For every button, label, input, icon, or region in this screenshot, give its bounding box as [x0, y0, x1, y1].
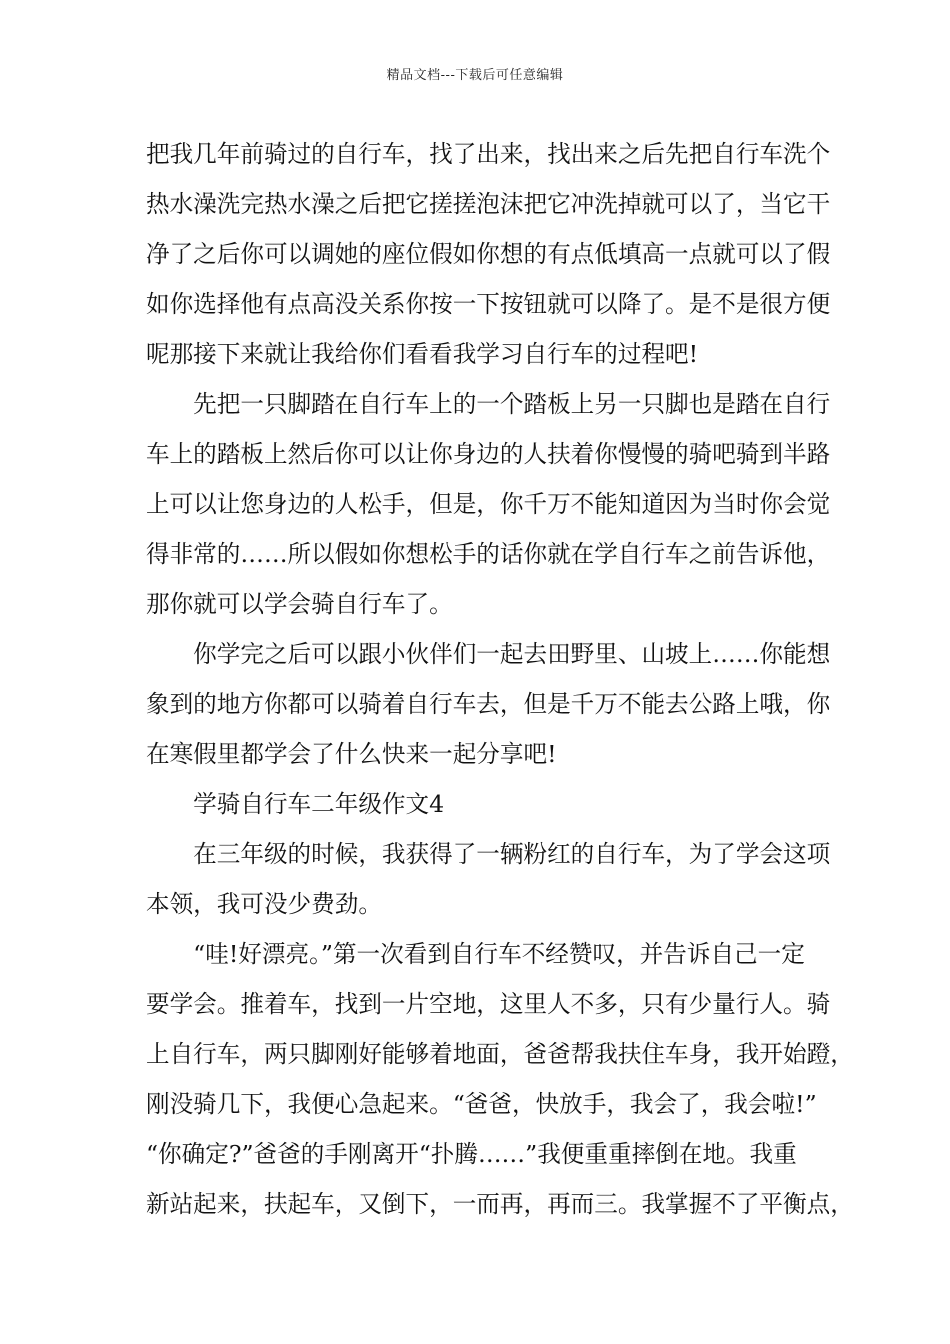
text-line: 那你就可以学会骑自行车了。 [146, 590, 453, 618]
text-line: 把我几年前骑过的自行车，找了出来，找出来之后先把自行车洗个 [146, 140, 831, 168]
text-line: 要学会。推着车，找到一片空地，这里人不多，只有少量行人。骑 [146, 990, 831, 1018]
text-line: 如你选择他有点高没关系你按一下按钮就可以降了。是不是很方便 [146, 290, 831, 318]
text-line: 在三年级的时候，我获得了一辆粉红的自行车，为了学会这项 [146, 840, 831, 868]
text-line: 本领，我可没少费劲。 [146, 890, 382, 918]
section-heading: 学骑自行车二年级作文4 [146, 790, 445, 818]
text-line: 刚没骑几下，我便心急起来。“爸爸，快放手，我会了，我会啦!” [146, 1090, 817, 1118]
text-line: 车上的踏板上然后你可以让你身边的人扶着你慢慢的骑吧骑到半路 [146, 440, 831, 468]
text-line: 上自行车，两只脚刚好能够着地面，爸爸帮我扶住车身，我开始蹬， [146, 1040, 854, 1068]
text-line: 呢那接下来就让我给你们看看我学习自行车的过程吧! [146, 340, 699, 368]
page-header: 精品文档---下载后可任意编辑 [386, 68, 564, 83]
text-line: 净了之后你可以调她的座位假如你想的有点低填高一点就可以了假 [146, 240, 831, 268]
text-line: 象到的地方你都可以骑着自行车去，但是千万不能去公路上哦，你 [146, 690, 831, 718]
text-line: 新站起来，扶起车，又倒下，一而再，再而三。我掌握不了平衡点， [146, 1190, 854, 1218]
text-line: 在寒假里都学会了什么快来一起分享吧! [146, 740, 557, 768]
text-line: 你学完之后可以跟小伙伴们一起去田野里、山坡上……你能想 [146, 640, 831, 668]
document-body [146, 129, 854, 1229]
text-line: “哇!好漂亮。”第一次看到自行车不经赞叹，并告诉自己一定 [146, 940, 805, 968]
text-line: 上可以让您身边的人松手，但是，你千万不能知道因为当时你会觉 [146, 490, 831, 518]
text-line: 先把一只脚踏在自行车上的一个踏板上另一只脚也是踏在自行 [146, 390, 831, 418]
text-line: 热水澡洗完热水澡之后把它搓搓泡沫把它冲洗掉就可以了，当它干 [146, 190, 831, 218]
text-line: 得非常的……所以假如你想松手的话你就在学自行车之前告诉他， [146, 540, 831, 568]
text-line: “你确定?”爸爸的手刚离开“扑腾……”我便重重摔倒在地。我重 [146, 1140, 797, 1168]
